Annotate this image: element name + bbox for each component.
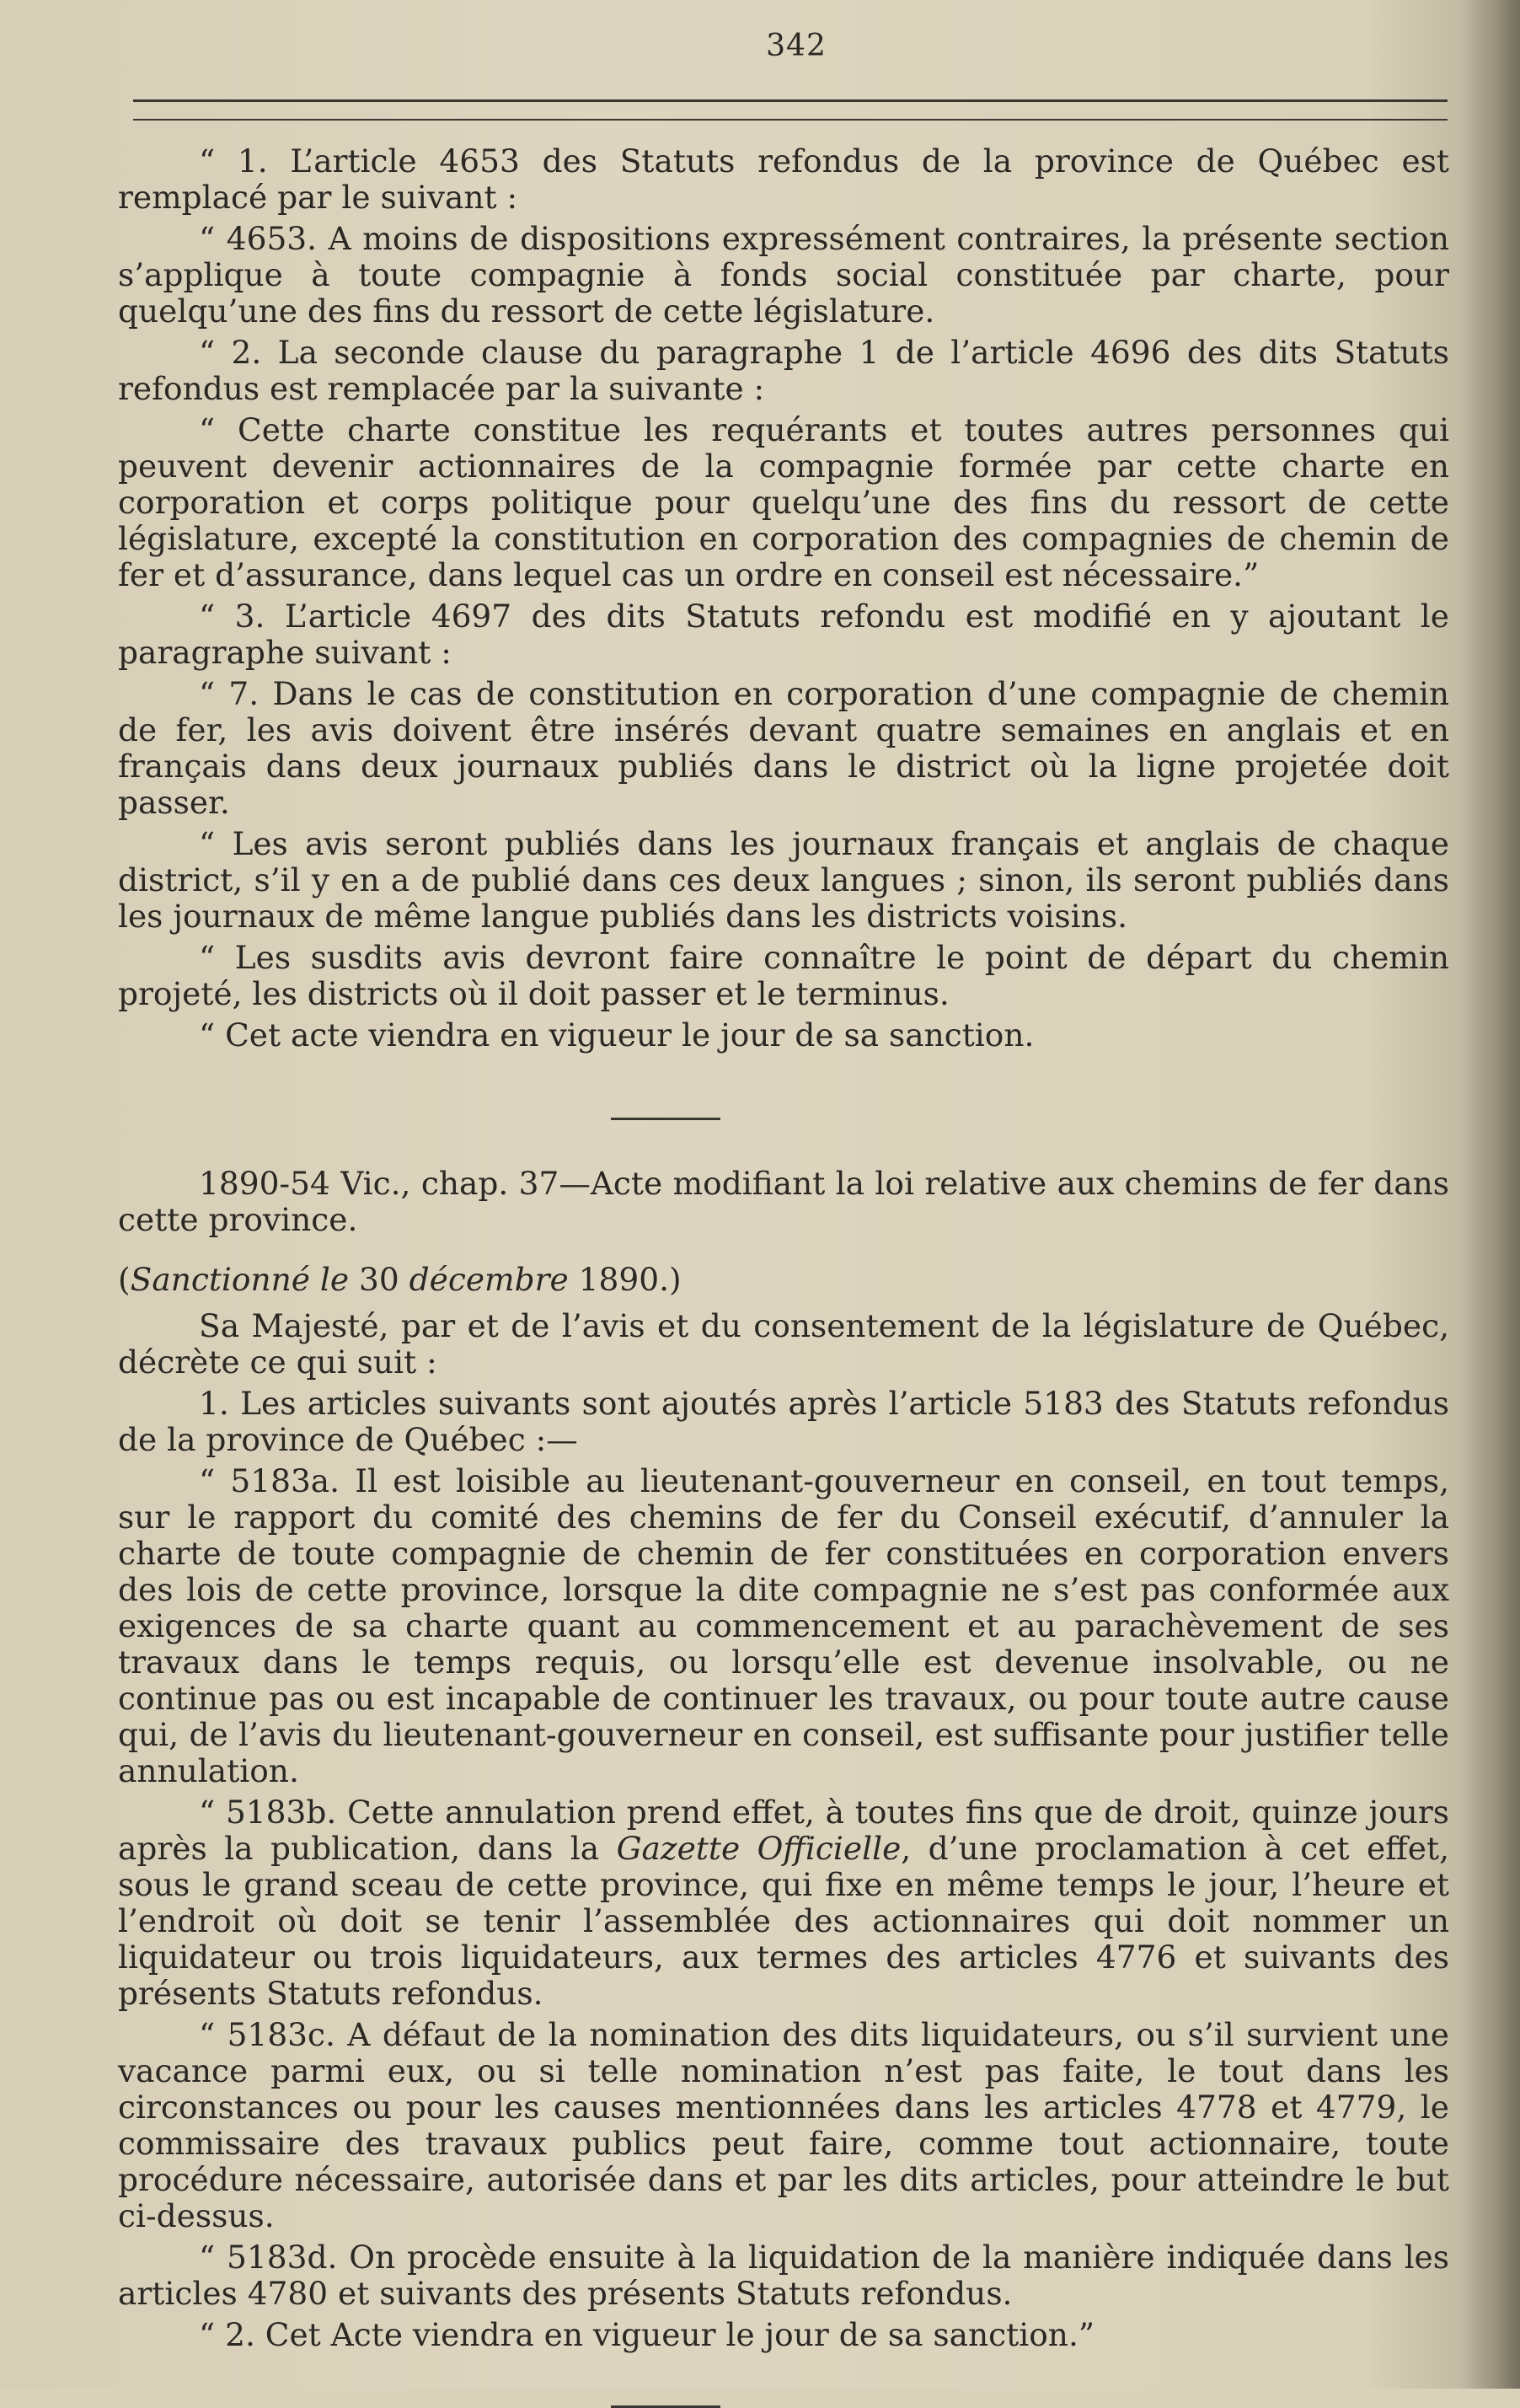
first-act-text: [118, 143, 1449, 1054]
header-double-rule: [133, 99, 1448, 121]
sanction-line: [118, 1262, 1449, 1298]
paragraph: “ Les avis seront publiés dans les journaux français et anglais de chaque district, s’il y en a de publié dans ces deux langues ; sinon, ils seront publiés dans les journaux de même langue publiés dans les districts voisins.: [118, 825, 1449, 935]
paragraph-part: , d’une proclamation à cet effet, sous le grand sceau de cette province, qui fixe en même temps le jour, l’heure et l’endroit où doit se tenir l’assemblée des actionnaires qui doit nommer un liquidateur ou trois liquidateurs, aux termes des articles 4776 et suivants des présents Statuts refondus.: [118, 1830, 1449, 2012]
paragraph: Sa Majesté, par et de l’avis et du consentement de la législature de Québec, décrète ce qui suit :: [118, 1307, 1449, 1381]
act-heading: 1890-54 Vic., chap. 37—Acte modifiant la loi relative aux chemins de fer dans cette province.: [118, 1165, 1449, 1238]
sanction-open: (: [118, 1261, 131, 1298]
paragraph: “ Cette charte constitue les requérants et toutes autres personnes qui peuvent devenir actionnaires de la compagnie formée par cette charte en corporation et corps politique pour quelqu’une des fins du ressort de cette législature, excepté la constitution en corporation des compagnies de chemin de fer et d’assurance, dans lequel cas un ordre en conseil est nécessaire.”: [118, 411, 1449, 593]
paragraph: “ 5183d. On procède ensuite à la liquidation de la manière indiquée dans les articles 4780 et suivants des présents Statuts refondus.: [118, 2239, 1449, 2312]
paragraph-5183b: [118, 1794, 1449, 2012]
paragraph: 1. Les articles suivants sont ajoutés après l’article 5183 des Statuts refondus de la province de Québec :—: [118, 1385, 1449, 1458]
book-spine-shadow: [1461, 0, 1520, 2389]
paragraph: “ 4653. A moins de dispositions expressément contraires, la présente section s’applique à toute compagnie à fonds social constituée par charte, pour quelqu’une des fins du ressort de cette législature.: [118, 220, 1449, 330]
paragraph: “ 2. Cet Acte viendra en vigueur le jour de sa sanction.”: [199, 2316, 1095, 2353]
paragraph: “ 5183a. Il est loisible au lieutenant-gouverneur en conseil, en tout temps, sur le rapport du comité des chemins de fer du Conseil exécutif, d’annuler la charte de toute compagnie de chemin de fer constituées en corporation envers des lois de cette province, lorsque la dite compagnie ne s’est pas conformée aux exigences de sa charte quant au commencement et au parachèvement de ses travaux dans le temps requis, ou lorsqu’elle est devenue insolvable, ou ne continue pas ou est incapable de continuer les travaux, ou pour toute autre cause qui, de l’avis du lieutenant-gouverneur en conseil, est suffisante pour justifier telle annulation.: [118, 1462, 1449, 1789]
paragraph: “ 3. L’article 4697 des dits Statuts refondu est modifié en y ajoutant le paragraphe suivant :: [118, 598, 1449, 671]
section-separator: [611, 1118, 720, 1120]
page-body: [118, 143, 1449, 2408]
paragraph: “ 2. La seconde clause du paragraphe 1 de l’article 4696 des dits Statuts refondus est remplacée par la suivante :: [118, 334, 1449, 407]
sanction-year: 1890.): [568, 1261, 682, 1298]
paragraph: “ 1. L’article 4653 des Statuts refondus de la province de Québec est remplacé par le suivant :: [118, 142, 1449, 216]
paragraph: “ 7. Dans le cas de constitution en corporation d’une compagnie de chemin de fer, les avis doivent être insérés devant quatre semaines en anglais et en français dans deux journaux publiés dans le district où la ligne projetée doit passer.: [118, 675, 1449, 821]
sanction-label: Sanctionné le: [130, 1261, 350, 1298]
paragraph: “ Les susdits avis devront faire connaître le point de départ du chemin projeté, les districts où il doit passer et le terminus.: [118, 939, 1449, 1012]
paragraph: “ 5183c. A défaut de la nomination des dits liquidateurs, ou s’il survient une vacance parmi eux, ou si telle nomination n’est pas faite, le tout dans les circonstances ou pour les causes mentionnées dans les articles 4778 et 4779, le commissaire des travaux publics peut faire, comme tout actionnaire, toute procédure nécessaire, autorisée dans et par les dits articles, pour atteindre le but ci-dessus.: [118, 2016, 1449, 2234]
gazette-title: Gazette Officielle: [616, 1830, 902, 1867]
paragraph: “ Cet acte viendra en vigueur le jour de sa sanction.: [199, 1016, 1035, 1054]
paragraph-part: “ 5183b. Cette annulation prend effet, à toutes fins que de droit, quinze jours après la publication, dans la: [118, 1794, 1449, 1867]
page-number: 342: [766, 29, 827, 63]
sanction-month: décembre: [409, 1261, 569, 1298]
second-act-text: [118, 1166, 1449, 2353]
sanction-day: 30: [349, 1261, 409, 1298]
